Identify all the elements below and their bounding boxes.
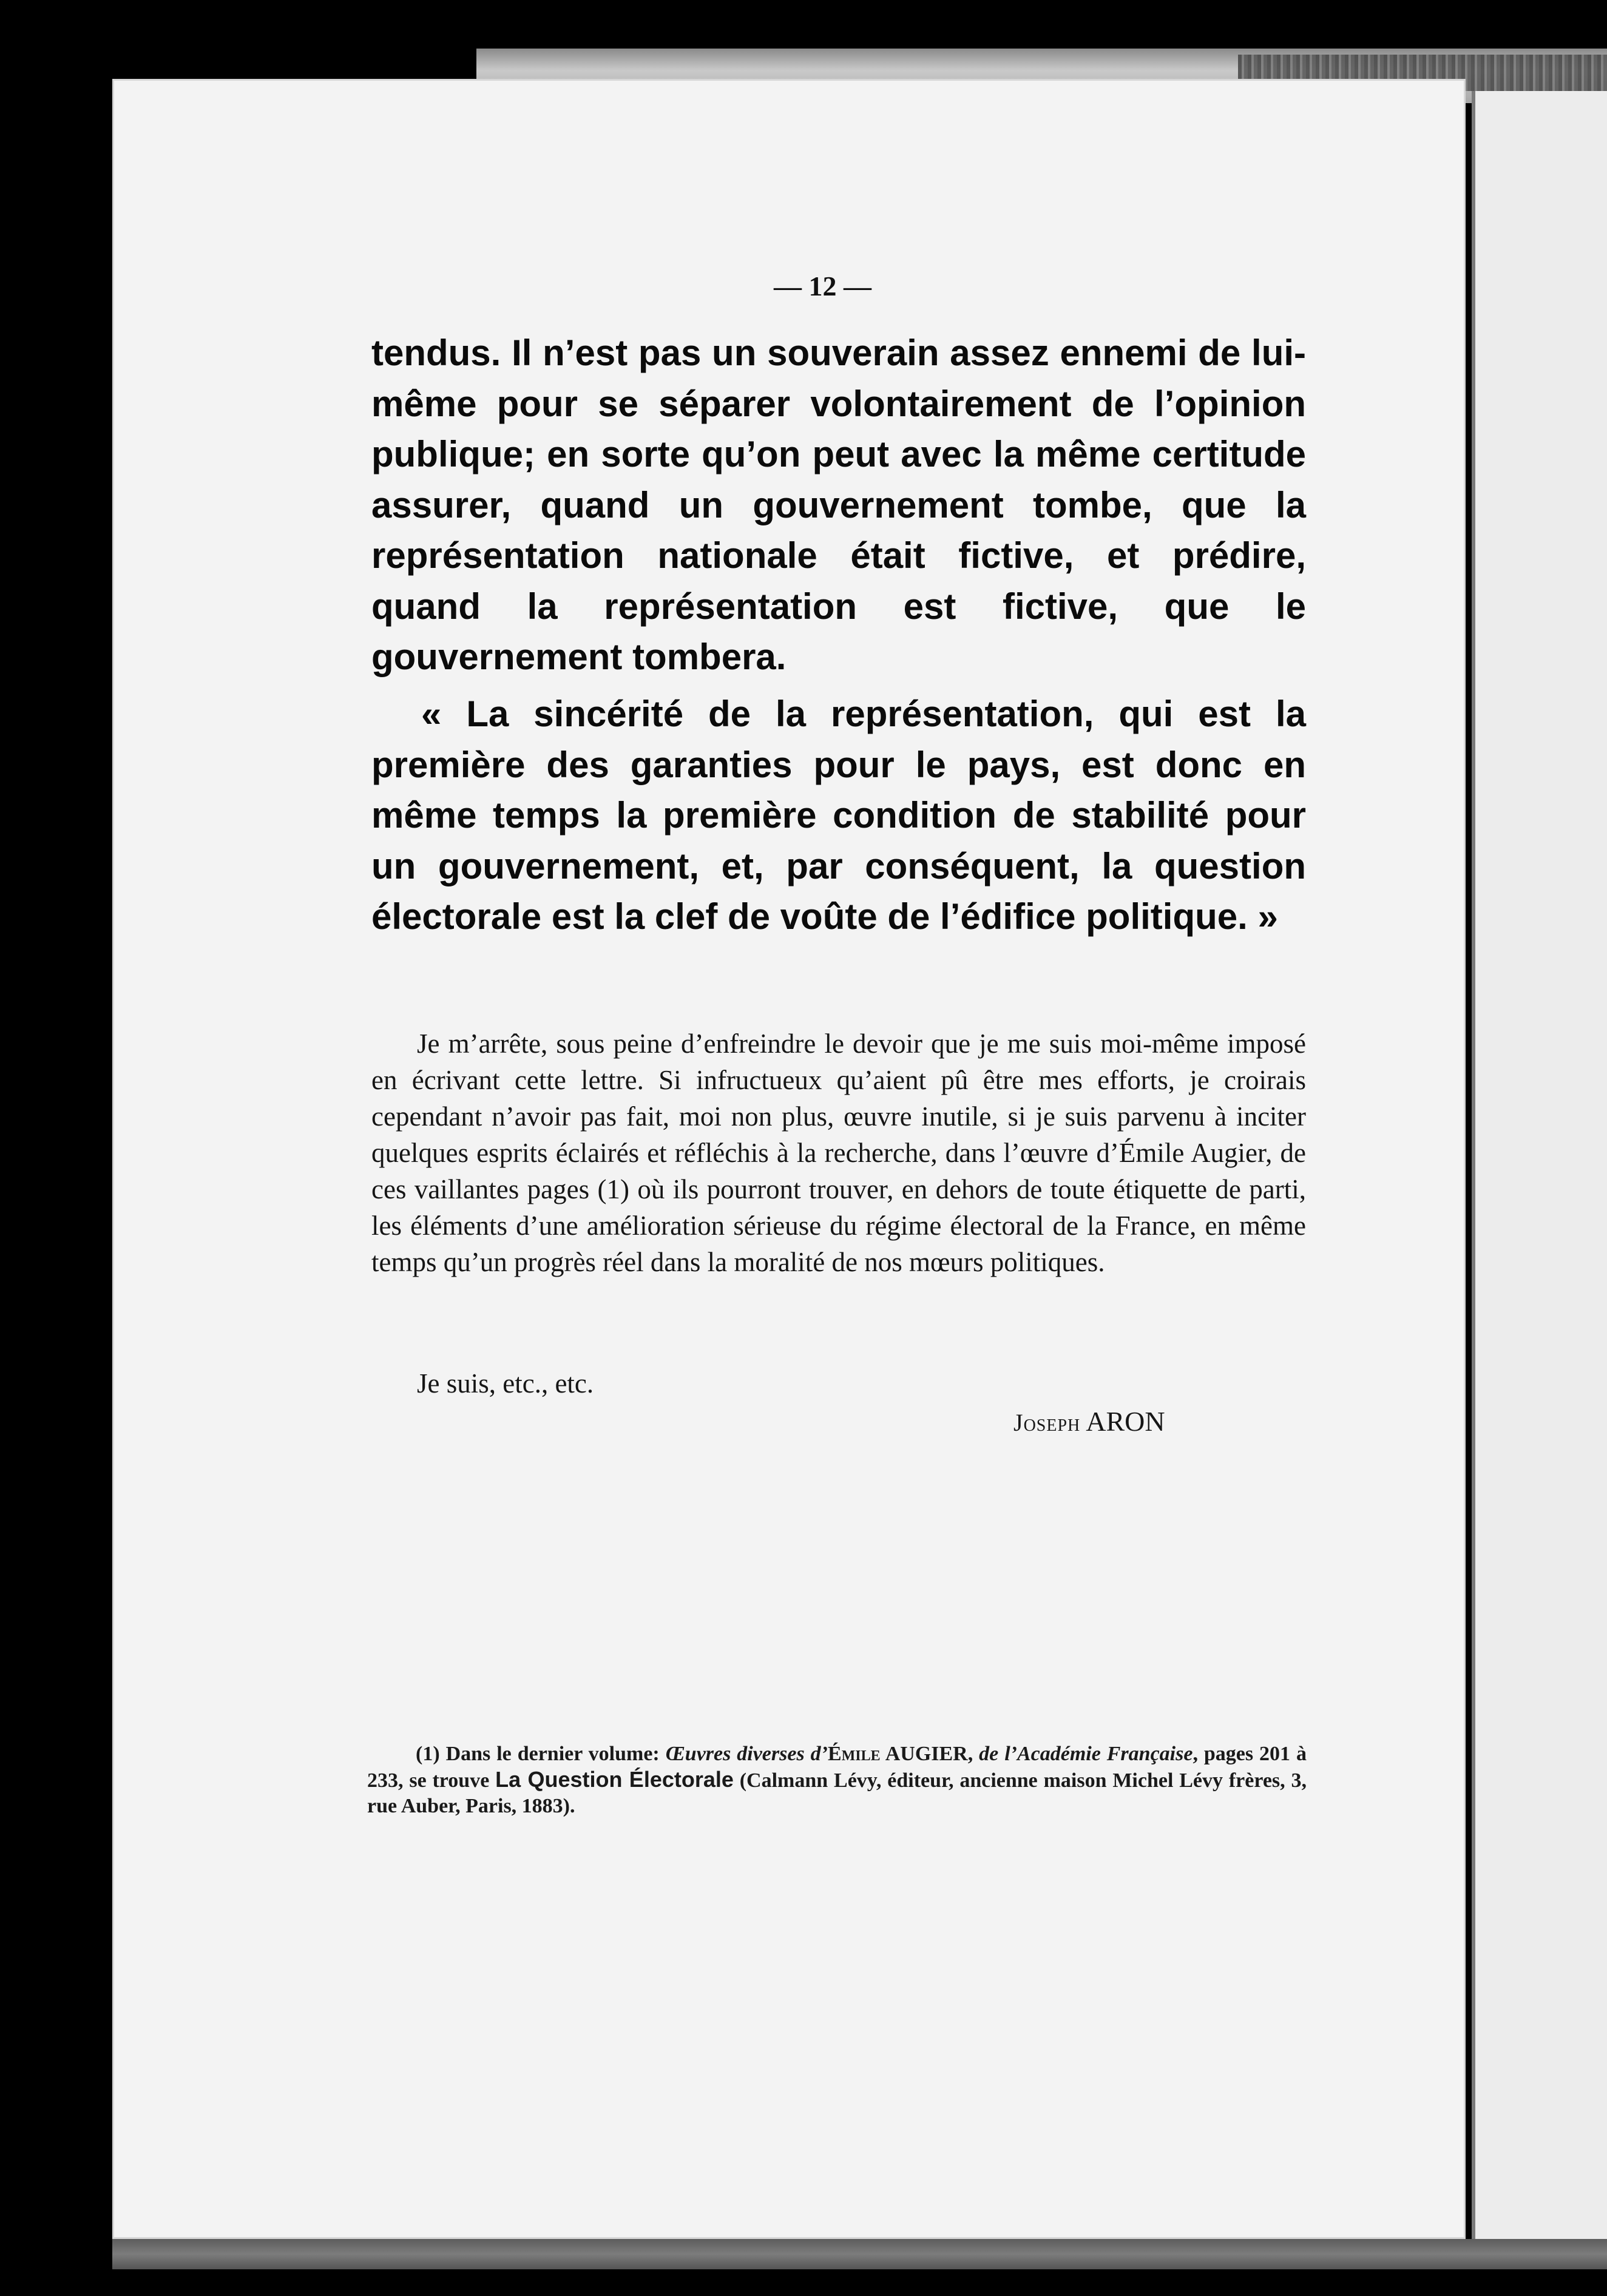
bold-paragraph-1: tendus. Il n’est pas un souverain assez ennemi de lui-même pour se séparer volontairement de l’opinion publique; en sorte qu’on peut avec la même certitude assurer, quand un gouvernement tombe, que la représentation nationale était fictive, et prédire, quand la représentation est fictive, que le gouvernement tombera.	[371, 333, 1306, 677]
footnote-pages: , pages 201 à 233, se trouve	[367, 1743, 1307, 1792]
body-paragraph-1: Je m’arrête, sous peine d’enfreindre le devoir que je me suis moi-même imposé en écrivant cette lettre. Si infructueux qu’aient pû être mes efforts, je croirais cependant n’avoir pas fait, moi non plus, œuvre inutile, si je suis parvenu à inciter quelques esprits éclairés et réfléchis à la recherche, dans l’œuvre d’Émile Augier, de ces vaillantes pages (1) où ils pourront trouver, en dehors de toute étiquette de parti, les éléments d’une amélioration sérieuse du régime électoral de la France, en même temps qu’un progrès réel dans la moralité de nos mœurs politiques.	[371, 1028, 1306, 1277]
footnote-book-title: Œuvres diverses	[665, 1743, 805, 1765]
scan-bottom-band	[112, 2239, 1607, 2269]
signature	[1013, 1405, 1214, 1437]
page-number: — 12 —	[774, 271, 871, 302]
footnote-publisher: (Calmann Lévy, éditeur, ancienne maison Michel Lévy frères, 3, rue Auber, Paris, 1883).	[367, 1769, 1307, 1817]
footnote-chapter-title: La Question Électorale	[495, 1767, 734, 1792]
footnote-academy: de l’Académie Française	[979, 1743, 1193, 1765]
footnote-author-firstname: Émile	[827, 1743, 881, 1765]
adjacent-page-edge	[1472, 91, 1607, 2239]
footnote	[367, 1741, 1307, 1819]
footnote-part-1: (1) Dans le dernier volume:	[416, 1743, 666, 1765]
signature-first-name: Joseph	[1013, 1409, 1081, 1436]
footnote-part-3: d’	[804, 1743, 828, 1765]
body-paragraph-closing: Je suis, etc., etc.	[417, 1368, 594, 1399]
bold-paragraph-2-quote: « La sincérité de la représentation, qui est la première des garanties pour le pays, est donc en même temps la première condition de stabilité pour un gouvernement, et, par conséquent, la question électorale est la clef de voûte de l’édifice politique. »	[371, 694, 1306, 937]
footnote-author-lastname: AUGIER,	[880, 1743, 979, 1765]
signature-last-name: ARON	[1086, 1406, 1165, 1437]
